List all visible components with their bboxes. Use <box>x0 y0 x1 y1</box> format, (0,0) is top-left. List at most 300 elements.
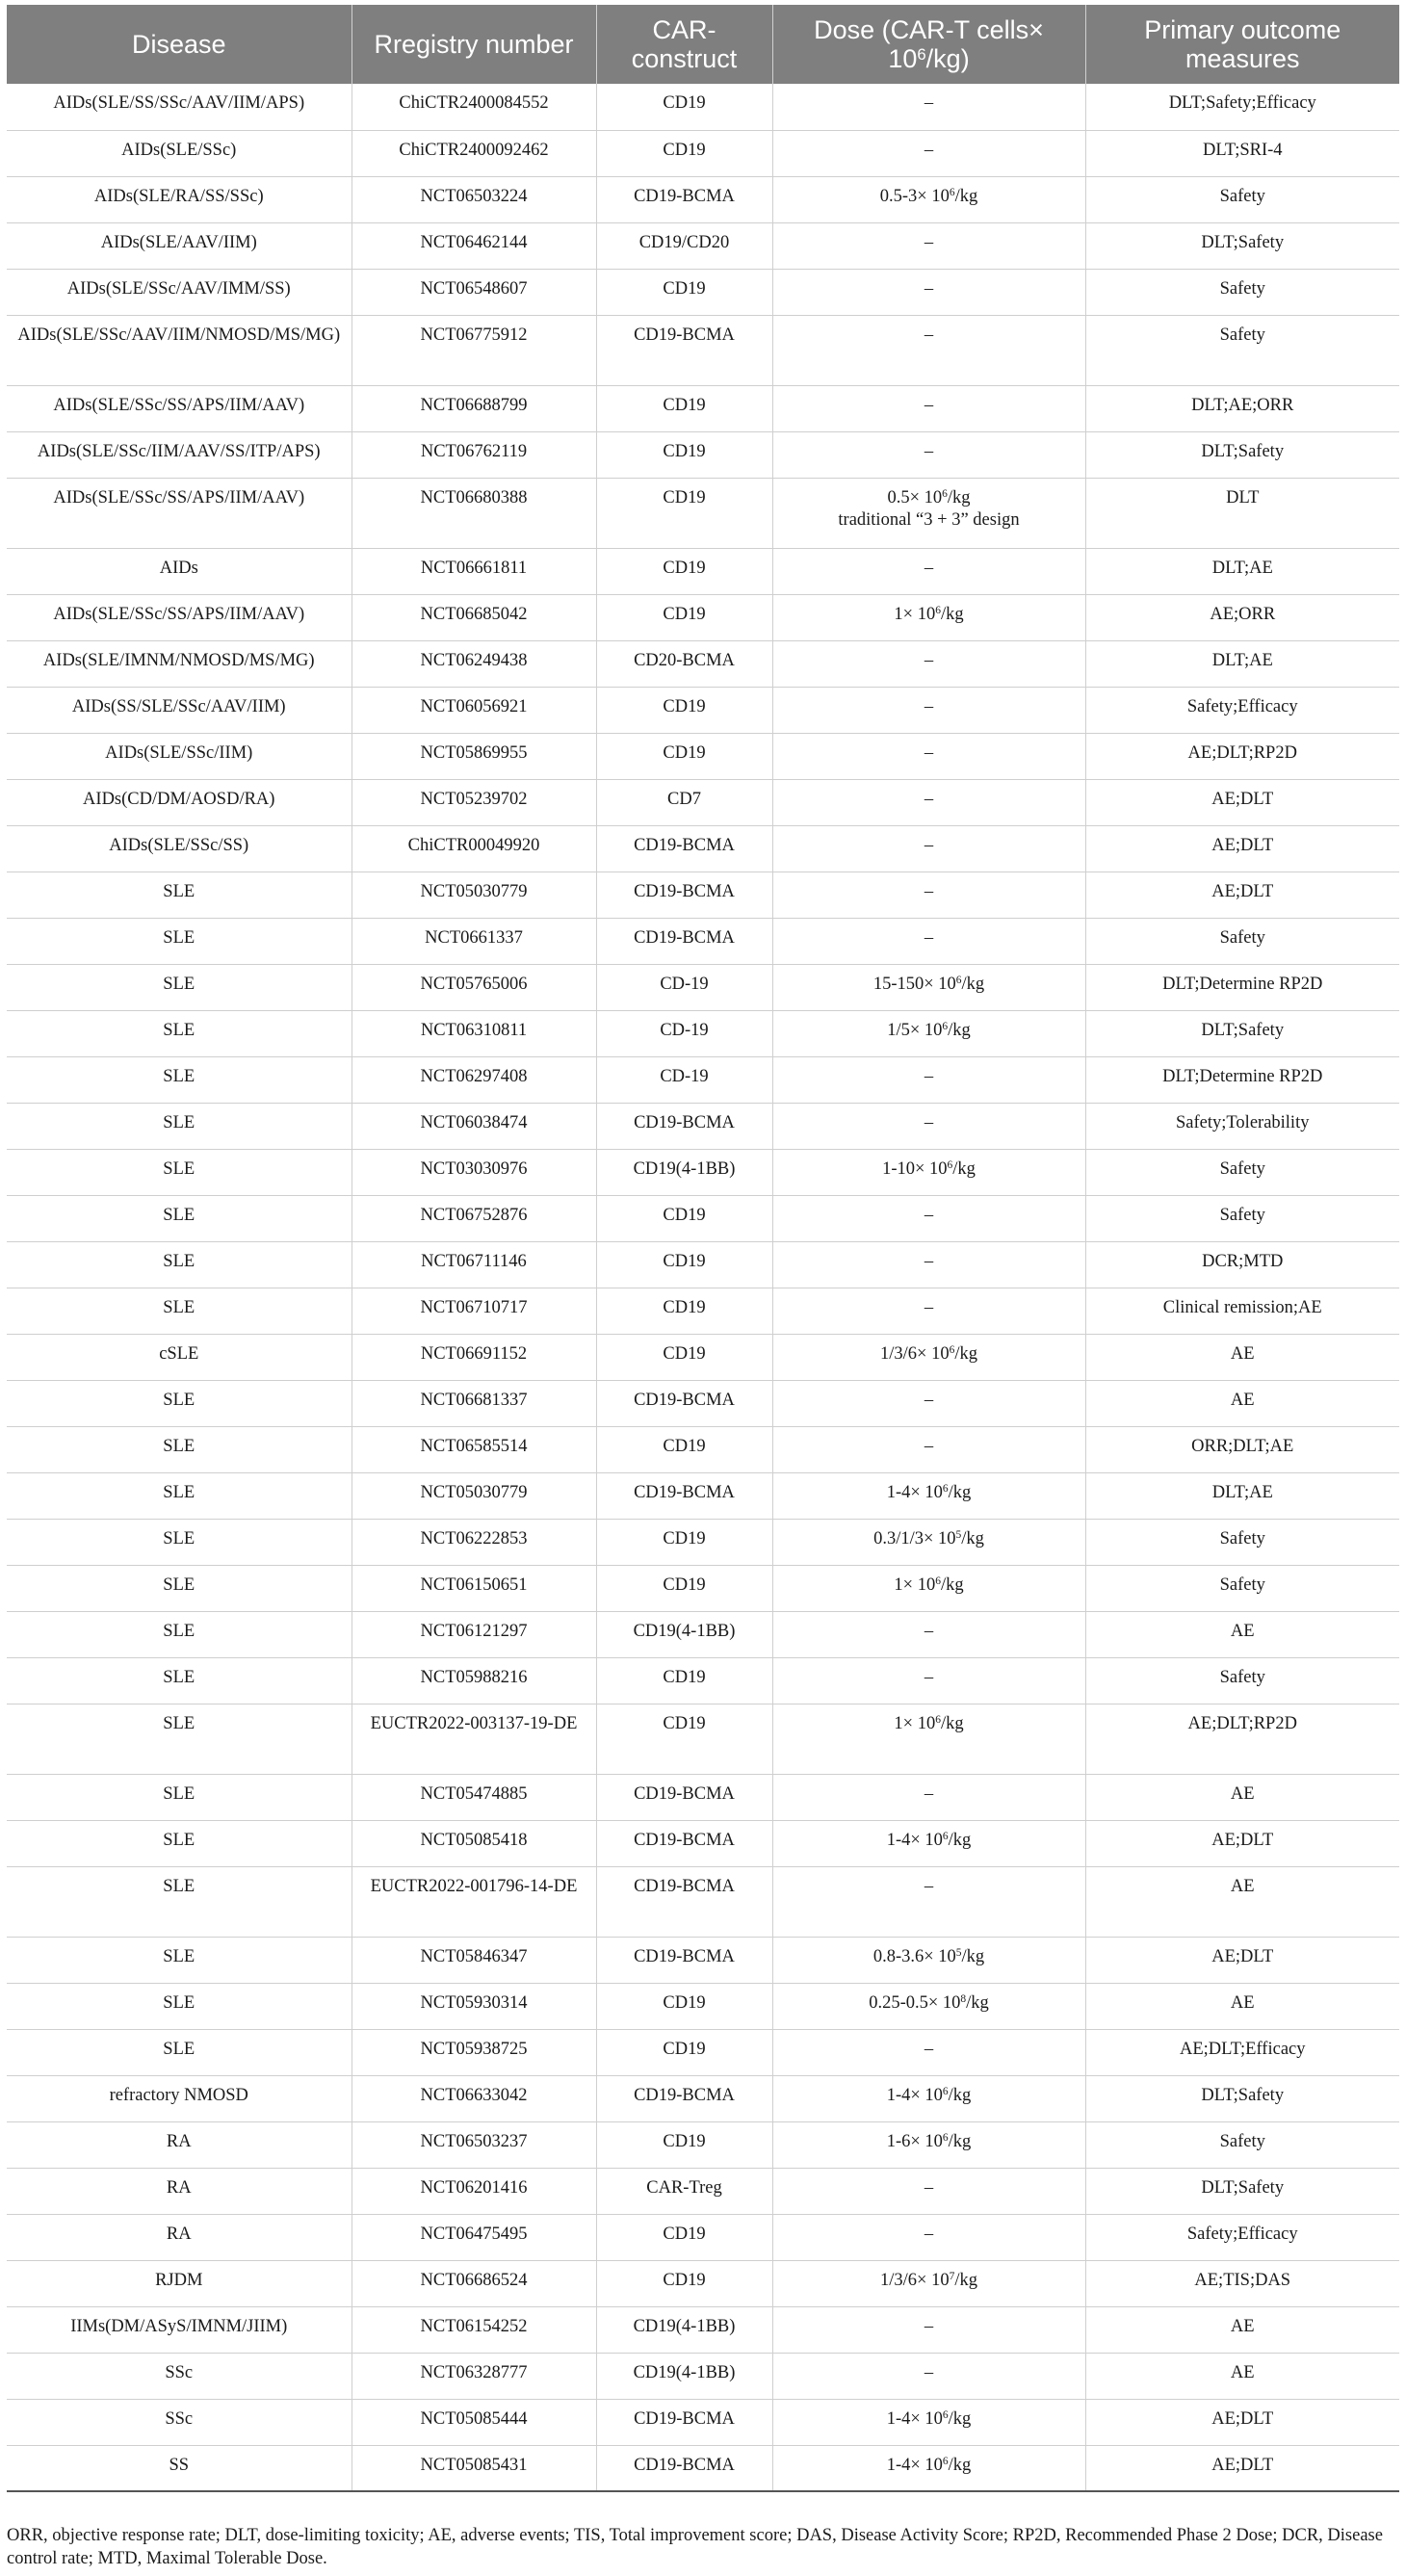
dose-exponent: 6 <box>942 2132 949 2145</box>
primary-outcome-cell: Safety <box>1085 176 1399 222</box>
disease-cell: SLE <box>7 918 352 964</box>
primary-outcome-cell: DLT;Determine RP2D <box>1085 964 1399 1010</box>
dose-value <box>781 2455 1078 2477</box>
disease-cell: AIDs(SS/SLE/SSc/AAV/IIM) <box>7 687 352 733</box>
disease-cell: SLE <box>7 1519 352 1565</box>
disease-cell: RJDM <box>7 2260 352 2306</box>
table-row <box>7 1866 1399 1937</box>
dose-base: 1-6× 10 <box>886 2131 943 2151</box>
dose-base: – <box>924 1251 934 1271</box>
registry-number-cell: NCT06154252 <box>352 2306 596 2353</box>
dose-base: 0.3/1/3× 10 <box>873 1528 956 1548</box>
dose-value <box>781 974 1078 996</box>
primary-outcome-cell: AE;DLT <box>1085 1820 1399 1866</box>
dose-value <box>781 2131 1078 2153</box>
table-row <box>7 431 1399 478</box>
disease-cell: SLE <box>7 1774 352 1820</box>
dose-cell <box>772 1937 1085 1983</box>
disease-cell: AIDs(SLE/RA/SS/SSc) <box>7 176 352 222</box>
dose-base: – <box>924 1112 934 1132</box>
car-construct-cell: CD19-BCMA <box>596 872 772 918</box>
primary-outcome-cell: DCR;MTD <box>1085 1241 1399 1288</box>
car-construct-cell: CD19-BCMA <box>596 2445 772 2491</box>
dose-cell <box>772 1149 1085 1195</box>
dose-cell <box>772 1611 1085 1657</box>
primary-outcome-cell: DLT <box>1085 478 1399 548</box>
primary-outcome-cell: AE;DLT <box>1085 779 1399 825</box>
dose-cell <box>772 1288 1085 1334</box>
registry-number-cell: NCT06038474 <box>352 1103 596 1149</box>
car-construct-cell: CD7 <box>596 779 772 825</box>
dose-cell <box>772 918 1085 964</box>
dose-base: – <box>924 441 934 461</box>
disease-cell: RA <box>7 2168 352 2214</box>
table-row <box>7 1334 1399 1380</box>
dose-value <box>781 835 1078 857</box>
registry-number-cell: NCT06222853 <box>352 1519 596 1565</box>
header-dose-after: /kg) <box>925 44 970 73</box>
primary-outcome-cell: Safety <box>1085 1519 1399 1565</box>
car-construct-cell: CD-19 <box>596 964 772 1010</box>
dose-base: 1-4× 10 <box>886 1830 943 1850</box>
dose-base: – <box>924 2362 934 2382</box>
table-row <box>7 1195 1399 1241</box>
table-row <box>7 964 1399 1010</box>
dose-base: 1/3/6× 10 <box>880 2270 950 2290</box>
dose-base: – <box>924 835 934 855</box>
dose-exponent: 8 <box>960 1993 967 2006</box>
dose-value <box>781 1020 1078 1042</box>
dose-unit: /kg <box>940 1574 964 1595</box>
dose-cell <box>772 1866 1085 1937</box>
header-disease: Disease <box>7 5 352 84</box>
table-row <box>7 2353 1399 2399</box>
car-construct-cell: CD-19 <box>596 1056 772 1103</box>
dose-base: – <box>924 1205 934 1225</box>
registry-number-cell: NCT05030779 <box>352 872 596 918</box>
disease-cell: AIDs(SLE/SSc/SS/APS/IIM/AAV) <box>7 385 352 431</box>
dose-base: 1-4× 10 <box>886 2085 943 2105</box>
disease-cell: AIDs(SLE/SSc/AAV/IMM/SS) <box>7 269 352 315</box>
registry-number-cell: NCT03030976 <box>352 1149 596 1195</box>
dose-value <box>781 1112 1078 1134</box>
car-construct-cell: CD19 <box>596 687 772 733</box>
table-body <box>7 84 1399 2491</box>
dose-cell <box>772 2214 1085 2260</box>
dose-base: 1/5× 10 <box>887 1020 943 1040</box>
primary-outcome-cell: Clinical remission;AE <box>1085 1288 1399 1334</box>
car-construct-cell: CD19 <box>596 1519 772 1565</box>
dose-exponent: 6 <box>942 1483 949 1496</box>
table-row <box>7 385 1399 431</box>
registry-number-cell: NCT06688799 <box>352 385 596 431</box>
dose-cell <box>772 1472 1085 1519</box>
dose-unit: /kg <box>948 2408 972 2429</box>
registry-number-cell: NCT06475495 <box>352 2214 596 2260</box>
dose-exponent: 6 <box>947 1159 953 1172</box>
primary-outcome-cell: DLT;Safety <box>1085 222 1399 269</box>
disease-cell: AIDs(SLE/SSc/SS) <box>7 825 352 872</box>
dose-cell <box>772 2075 1085 2121</box>
disease-cell: SLE <box>7 1704 352 1774</box>
disease-cell: AIDs <box>7 548 352 594</box>
primary-outcome-cell: Safety <box>1085 315 1399 385</box>
primary-outcome-cell: Safety;Efficacy <box>1085 2214 1399 2260</box>
table-row <box>7 1103 1399 1149</box>
disease-cell: AIDs(SLE/SSc/SS/APS/IIM/AAV) <box>7 594 352 640</box>
dose-base: – <box>924 1390 934 1410</box>
dose-base: 1/3/6× 10 <box>880 1343 950 1364</box>
dose-cell <box>772 2353 1085 2399</box>
car-construct-cell: CD19-BCMA <box>596 1103 772 1149</box>
dose-cell <box>772 1426 1085 1472</box>
dose-base: 1-4× 10 <box>886 1482 943 1502</box>
dose-value <box>781 927 1078 950</box>
dose-unit: /kg <box>966 1992 989 2013</box>
table-row <box>7 1611 1399 1657</box>
dose-value <box>781 650 1078 672</box>
dose-cell <box>772 1056 1085 1103</box>
dose-cell <box>772 687 1085 733</box>
dose-base: – <box>924 650 934 670</box>
dose-base: 0.8-3.6× 10 <box>872 1946 956 1966</box>
registry-number-cell: NCT05869955 <box>352 733 596 779</box>
registry-number-cell: NCT06680388 <box>352 478 596 548</box>
dose-cell <box>772 779 1085 825</box>
trials-table <box>7 5 1399 2492</box>
car-construct-cell: CD19/CD20 <box>596 222 772 269</box>
dose-cell <box>772 1519 1085 1565</box>
car-construct-cell: CD19-BCMA <box>596 1937 772 1983</box>
car-construct-cell: CD19-BCMA <box>596 1472 772 1519</box>
table-row <box>7 1149 1399 1195</box>
table-row <box>7 1519 1399 1565</box>
dose-value <box>781 395 1078 417</box>
dose-cell <box>772 640 1085 687</box>
dose-exponent: 6 <box>942 1831 949 1843</box>
registry-number-cell: NCT06548607 <box>352 269 596 315</box>
dose-base: – <box>924 278 934 299</box>
car-construct-cell: CD19 <box>596 1288 772 1334</box>
car-construct-cell: CD19 <box>596 1704 772 1774</box>
dose-cell <box>772 2306 1085 2353</box>
dose-cell <box>772 2260 1085 2306</box>
disease-cell: SLE <box>7 1195 352 1241</box>
primary-outcome-cell: DLT;Safety <box>1085 2168 1399 2214</box>
primary-outcome-cell: AE;DLT <box>1085 2445 1399 2491</box>
dose-exponent: 6 <box>949 187 955 199</box>
dose-unit: /kg <box>948 1020 971 1040</box>
table-row <box>7 2075 1399 2121</box>
registry-number-cell: NCT06711146 <box>352 1241 596 1288</box>
dose-base: – <box>924 1066 934 1086</box>
dose-base: – <box>924 881 934 901</box>
dose-cell <box>772 1820 1085 1866</box>
dose-cell <box>772 1983 1085 2029</box>
primary-outcome-cell: DLT;Safety <box>1085 1010 1399 1056</box>
car-construct-cell: CD19 <box>596 2121 772 2168</box>
disease-cell: RA <box>7 2121 352 2168</box>
primary-outcome-cell: AE <box>1085 1611 1399 1657</box>
dose-value <box>781 789 1078 811</box>
registry-number-cell: NCT06150651 <box>352 1565 596 1611</box>
car-construct-cell: CD19(4-1BB) <box>596 2306 772 2353</box>
table-row <box>7 733 1399 779</box>
table-row <box>7 2029 1399 2075</box>
table-row <box>7 1704 1399 1774</box>
dose-cell <box>772 733 1085 779</box>
dose-base: – <box>924 927 934 948</box>
car-construct-cell: CD19 <box>596 385 772 431</box>
dose-value <box>781 1876 1078 1898</box>
table-row <box>7 1820 1399 1866</box>
dose-base: 1-4× 10 <box>886 2455 943 2475</box>
dose-value <box>781 2039 1078 2061</box>
disease-cell: AIDs(SLE/SSc/IIM) <box>7 733 352 779</box>
registry-number-cell: NCT06775912 <box>352 315 596 385</box>
disease-cell: AIDs(SLE/SS/SSc/AAV/IIM/APS) <box>7 84 352 130</box>
table-row <box>7 2214 1399 2260</box>
disease-cell: AIDs(SLE/AAV/IIM) <box>7 222 352 269</box>
car-construct-cell: CD19-BCMA <box>596 1774 772 1820</box>
dose-value <box>781 140 1078 162</box>
dose-base: 0.5-3× 10 <box>879 186 950 206</box>
table-row <box>7 640 1399 687</box>
dose-value <box>781 1574 1078 1597</box>
registry-number-cell: NCT06752876 <box>352 1195 596 1241</box>
dose-cell <box>772 2399 1085 2445</box>
dose-cell <box>772 594 1085 640</box>
disease-cell: SLE <box>7 1010 352 1056</box>
car-construct-cell: CD19 <box>596 2029 772 2075</box>
dose-base: – <box>924 558 934 578</box>
car-construct-cell: CD19-BCMA <box>596 315 772 385</box>
dose-base: 0.25-0.5× 10 <box>869 1992 961 2013</box>
header-row <box>7 5 1399 84</box>
car-construct-cell: CD19 <box>596 594 772 640</box>
registry-number-cell: NCT06585514 <box>352 1426 596 1472</box>
table-row <box>7 1426 1399 1472</box>
dose-unit: /kg <box>940 604 964 624</box>
dose-unit: /kg <box>954 2270 977 2290</box>
car-construct-cell: CD19 <box>596 2214 772 2260</box>
dose-value <box>781 604 1078 626</box>
car-construct-cell: CD19-BCMA <box>596 2075 772 2121</box>
car-construct-cell: CD19 <box>596 2260 772 2306</box>
primary-outcome-cell: AE;DLT;RP2D <box>1085 733 1399 779</box>
dose-cell <box>772 548 1085 594</box>
dose-unit: /kg <box>954 1343 977 1364</box>
dose-value <box>781 2085 1078 2107</box>
table-row <box>7 1983 1399 2029</box>
registry-number-cell: EUCTR2022-003137-19-DE <box>352 1704 596 1774</box>
registry-number-cell: NCT05988216 <box>352 1657 596 1704</box>
primary-outcome-cell: Safety <box>1085 1565 1399 1611</box>
car-construct-cell: CD19(4-1BB) <box>596 1149 772 1195</box>
dose-cell <box>772 130 1085 176</box>
disease-cell: SLE <box>7 1426 352 1472</box>
dose-base: – <box>924 140 934 160</box>
dose-cell <box>772 269 1085 315</box>
disease-cell: AIDs(SLE/SSc/IIM/AAV/SS/ITP/APS) <box>7 431 352 478</box>
table-row <box>7 1774 1399 1820</box>
disease-cell: SLE <box>7 1241 352 1288</box>
car-construct-cell: CD19-BCMA <box>596 1380 772 1426</box>
dose-value <box>781 1158 1078 1181</box>
dose-value <box>781 742 1078 765</box>
registry-number-cell: NCT06710717 <box>352 1288 596 1334</box>
primary-outcome-cell: AE;DLT;Efficacy <box>1085 2029 1399 2075</box>
dose-base: – <box>924 2039 934 2059</box>
primary-outcome-cell: DLT;Safety <box>1085 431 1399 478</box>
dose-base: 0.5× 10 <box>887 487 943 507</box>
dose-cell <box>772 222 1085 269</box>
table-row <box>7 1657 1399 1704</box>
dose-cell <box>772 1241 1085 1288</box>
registry-number-cell: NCT06297408 <box>352 1056 596 1103</box>
dose-exponent: 6 <box>935 1575 941 1588</box>
dose-base: – <box>924 395 934 415</box>
dose-value <box>781 1667 1078 1689</box>
dose-value <box>781 1297 1078 1319</box>
table-row <box>7 1565 1399 1611</box>
registry-number-cell: NCT06762119 <box>352 431 596 478</box>
table-row <box>7 2445 1399 2491</box>
dose-exponent: 6 <box>955 975 962 987</box>
car-construct-cell: CD19-BCMA <box>596 2399 772 2445</box>
dose-unit: /kg <box>948 2455 972 2475</box>
table-row <box>7 872 1399 918</box>
car-construct-cell: CAR-Treg <box>596 2168 772 2214</box>
dose-base: – <box>924 325 934 345</box>
primary-outcome-cell: AE <box>1085 1774 1399 1820</box>
registry-number-cell: NCT05239702 <box>352 779 596 825</box>
dose-value <box>781 2224 1078 2246</box>
registry-number-cell: NCT06633042 <box>352 2075 596 2121</box>
dose-value <box>781 1251 1078 1273</box>
car-construct-cell: CD19 <box>596 733 772 779</box>
primary-outcome-cell: Safety <box>1085 1657 1399 1704</box>
car-construct-cell: CD-19 <box>596 1010 772 1056</box>
dose-cell <box>772 1380 1085 1426</box>
registry-number-cell: NCT06685042 <box>352 594 596 640</box>
car-construct-cell: CD19(4-1BB) <box>596 1611 772 1657</box>
dose-cell <box>772 385 1085 431</box>
primary-outcome-cell: AE;TIS;DAS <box>1085 2260 1399 2306</box>
dose-base: – <box>924 1783 934 1804</box>
registry-number-cell: NCT05085418 <box>352 1820 596 1866</box>
disease-cell: AIDs(SLE/IMNM/NMOSD/MS/MG) <box>7 640 352 687</box>
table-row <box>7 176 1399 222</box>
dose-note: traditional “3 + 3” design <box>838 509 1020 530</box>
primary-outcome-cell: AE <box>1085 1866 1399 1937</box>
dose-exponent: 5 <box>955 1529 962 1542</box>
table-row <box>7 84 1399 130</box>
table-row <box>7 594 1399 640</box>
header-dose-text: Dose (CAR-T cells× 10 <box>814 15 1044 73</box>
car-construct-cell: CD19 <box>596 478 772 548</box>
dose-unit: /kg <box>948 1482 972 1502</box>
disease-cell: SSc <box>7 2353 352 2399</box>
primary-outcome-cell: DLT;Safety <box>1085 2075 1399 2121</box>
table-row <box>7 1056 1399 1103</box>
registry-number-cell: NCT06686524 <box>352 2260 596 2306</box>
dose-unit: /kg <box>961 1528 984 1548</box>
dose-base: – <box>924 789 934 809</box>
dose-value <box>781 696 1078 718</box>
dose-cell <box>772 1774 1085 1820</box>
header-registry-number: Rregistry number <box>352 5 596 84</box>
dose-base: – <box>924 2316 934 2336</box>
registry-number-cell: NCT06503237 <box>352 2121 596 2168</box>
dose-value <box>781 441 1078 463</box>
primary-outcome-cell: Safety <box>1085 1149 1399 1195</box>
table-row <box>7 1937 1399 1983</box>
table-row <box>7 222 1399 269</box>
car-construct-cell: CD19 <box>596 431 772 478</box>
dose-cell <box>772 2445 1085 2491</box>
dose-cell <box>772 1657 1085 1704</box>
disease-cell: SLE <box>7 1820 352 1866</box>
primary-outcome-cell: Safety <box>1085 918 1399 964</box>
table-row <box>7 779 1399 825</box>
dose-exponent: 6 <box>942 1021 949 1033</box>
dose-cell <box>772 872 1085 918</box>
disease-cell: SLE <box>7 1866 352 1937</box>
table-row <box>7 918 1399 964</box>
table-row <box>7 1288 1399 1334</box>
table-row <box>7 130 1399 176</box>
table-footnote: ORR, objective response rate; DLT, dose-limiting toxicity; AE, adverse events; TIS, Total improvement score; DAS, Disease Activity Score; RP2D, Recommended Phase 2 Dose; DCR, Disease control rate; MTD, Maximal Tolerable Dose. <box>7 2526 1383 2568</box>
registry-number-cell: NCT06661811 <box>352 548 596 594</box>
dose-cell <box>772 176 1085 222</box>
table-row <box>7 1241 1399 1288</box>
header-car-construct: CAR-construct <box>596 5 772 84</box>
dose-base: 15-150× 10 <box>872 974 956 994</box>
dose-cell <box>772 84 1085 130</box>
dose-base: – <box>924 1297 934 1317</box>
registry-number-cell: ChiCTR2400084552 <box>352 84 596 130</box>
registry-number-cell: NCT06249438 <box>352 640 596 687</box>
table-row <box>7 2260 1399 2306</box>
dose-base: 1× 10 <box>894 1574 936 1595</box>
dose-value <box>781 881 1078 903</box>
dose-base: – <box>924 742 934 763</box>
car-construct-cell: CD19 <box>596 1334 772 1380</box>
table-row <box>7 1010 1399 1056</box>
dose-value <box>781 1205 1078 1227</box>
table-row <box>7 548 1399 594</box>
disease-cell: SLE <box>7 1937 352 1983</box>
primary-outcome-cell: DLT;Safety;Efficacy <box>1085 84 1399 130</box>
disease-cell: cSLE <box>7 1334 352 1380</box>
primary-outcome-cell: Safety <box>1085 2121 1399 2168</box>
dose-unit: /kg <box>948 2131 972 2151</box>
primary-outcome-cell: AE <box>1085 1983 1399 2029</box>
dose-value <box>781 1482 1078 1504</box>
dose-value <box>781 278 1078 300</box>
table-row <box>7 1472 1399 1519</box>
dose-base: – <box>924 232 934 252</box>
primary-outcome-cell: Safety;Efficacy <box>1085 687 1399 733</box>
header-dose <box>772 5 1085 84</box>
dose-value <box>781 325 1078 347</box>
registry-number-cell: NCT06201416 <box>352 2168 596 2214</box>
registry-number-cell: NCT05938725 <box>352 2029 596 2075</box>
car-construct-cell: CD19-BCMA <box>596 1820 772 1866</box>
dose-value <box>781 92 1078 115</box>
disease-cell: SLE <box>7 2029 352 2075</box>
